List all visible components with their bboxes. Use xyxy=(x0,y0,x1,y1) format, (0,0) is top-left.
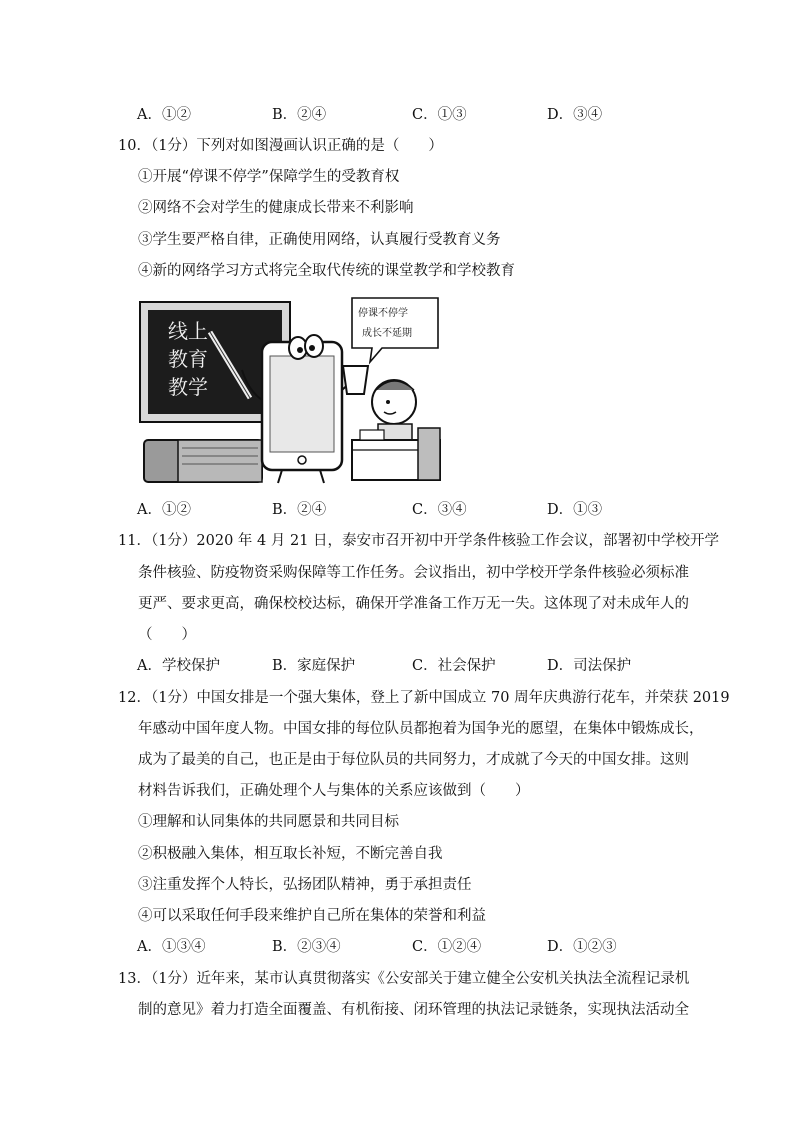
option-b: B．②④ xyxy=(272,502,327,518)
option-c: C．①③ xyxy=(412,107,467,123)
q13-line-1: 13．（1分）近年来，某市认真贯彻落实《公安部关于建立健全公安机关执法全流程记录机 xyxy=(118,971,690,987)
option-b: B．②③④ xyxy=(272,939,341,955)
option-a: A．①② xyxy=(137,107,191,123)
cartoon-drawing xyxy=(138,290,443,486)
q12-item-4: ④可以采取任何手段来维护自己所在集体的荣誉和利益 xyxy=(138,908,486,924)
bubble-text-2: 成长不延期 xyxy=(362,328,412,339)
option-a: A．①② xyxy=(137,502,191,518)
option-c: C．①②④ xyxy=(412,939,482,955)
q12-item-2: ②积极融入集体，相互取长补短，不断完善自我 xyxy=(138,846,443,862)
option-d: D．司法保护 xyxy=(547,658,632,674)
q10-item-3: ③学生要严格自律，正确使用网络，认真履行受教育义务 xyxy=(138,232,501,248)
q12-item-3: ③注重发挥个人特长，弘扬团队精神，勇于承担责任 xyxy=(138,877,472,893)
q10-stem: 10．（1分）下列对如图漫画认识正确的是（ ） xyxy=(118,138,443,154)
q10-item-2: ②网络不会对学生的健康成长带来不利影响 xyxy=(138,200,414,216)
q10-options xyxy=(137,498,697,520)
q12-item-1: ①理解和认同集体的共同愿景和共同目标 xyxy=(138,814,399,830)
board-text-3: 教学 xyxy=(168,375,208,399)
option-d: D．①②③ xyxy=(547,939,617,955)
q11-line-4: （ ） xyxy=(138,627,196,643)
option-a: A．学校保护 xyxy=(137,658,220,674)
q11-line-2: 条件核验、防疫物资采购保障等工作任务。会议指出，初中学校开学条件核验必须标准 xyxy=(138,565,689,581)
board-text-2: 教育 xyxy=(168,347,208,371)
board-text-1: 线上 xyxy=(168,319,208,343)
q13-line-2: 制的意见》着力打造全面覆盖、有机衔接、闭环管理的执法记录链条，实现执法活动全 xyxy=(138,1002,689,1018)
option-d: D．③④ xyxy=(547,107,603,123)
q12-line-3: 成为了最美的自己，也正是由于每位队员的共同努力，才成就了今天的中国女排。这则 xyxy=(138,752,689,768)
q10-item-1: ①开展“停课不停学”保障学生的受教育权 xyxy=(138,169,400,185)
q10-cartoon xyxy=(138,290,443,486)
option-a: A．①③④ xyxy=(137,939,206,955)
q10-item-4: ④新的网络学习方式将完全取代传统的课堂教学和学校教育 xyxy=(138,263,515,279)
q11-line-3: 更严、要求更高，确保校校达标，确保开学准备工作万无一失。这体现了对未成年人的 xyxy=(138,596,689,612)
option-c: C．③④ xyxy=(412,502,467,518)
q12-line-4: 材料告诉我们，正确处理个人与集体的关系应该做到（ ） xyxy=(138,783,530,799)
q11-line-1: 11．（1分）2020 年 4 月 21 日，泰安市召开初中开学条件核验工作会议，部署初中学校开学 xyxy=(118,533,720,549)
option-b: B．②④ xyxy=(272,107,327,123)
q12-line-1: 12．（1分）中国女排是一个强大集体，登上了新中国成立 70 周年庆典游行花车，并荣获 2019 xyxy=(118,690,730,706)
option-c: C．社会保护 xyxy=(412,658,496,674)
option-b: B．家庭保护 xyxy=(272,658,356,674)
q11-options xyxy=(137,654,697,676)
q12-options xyxy=(137,935,697,957)
q9-options xyxy=(137,103,697,125)
option-d: D．①③ xyxy=(547,502,603,518)
bubble-text-1: 停课不停学 xyxy=(358,308,408,319)
q12-line-2: 年感动中国年度人物。中国女排的每位队员都抱着为国争光的愿望，在集体中锻炼成长， xyxy=(138,721,704,737)
